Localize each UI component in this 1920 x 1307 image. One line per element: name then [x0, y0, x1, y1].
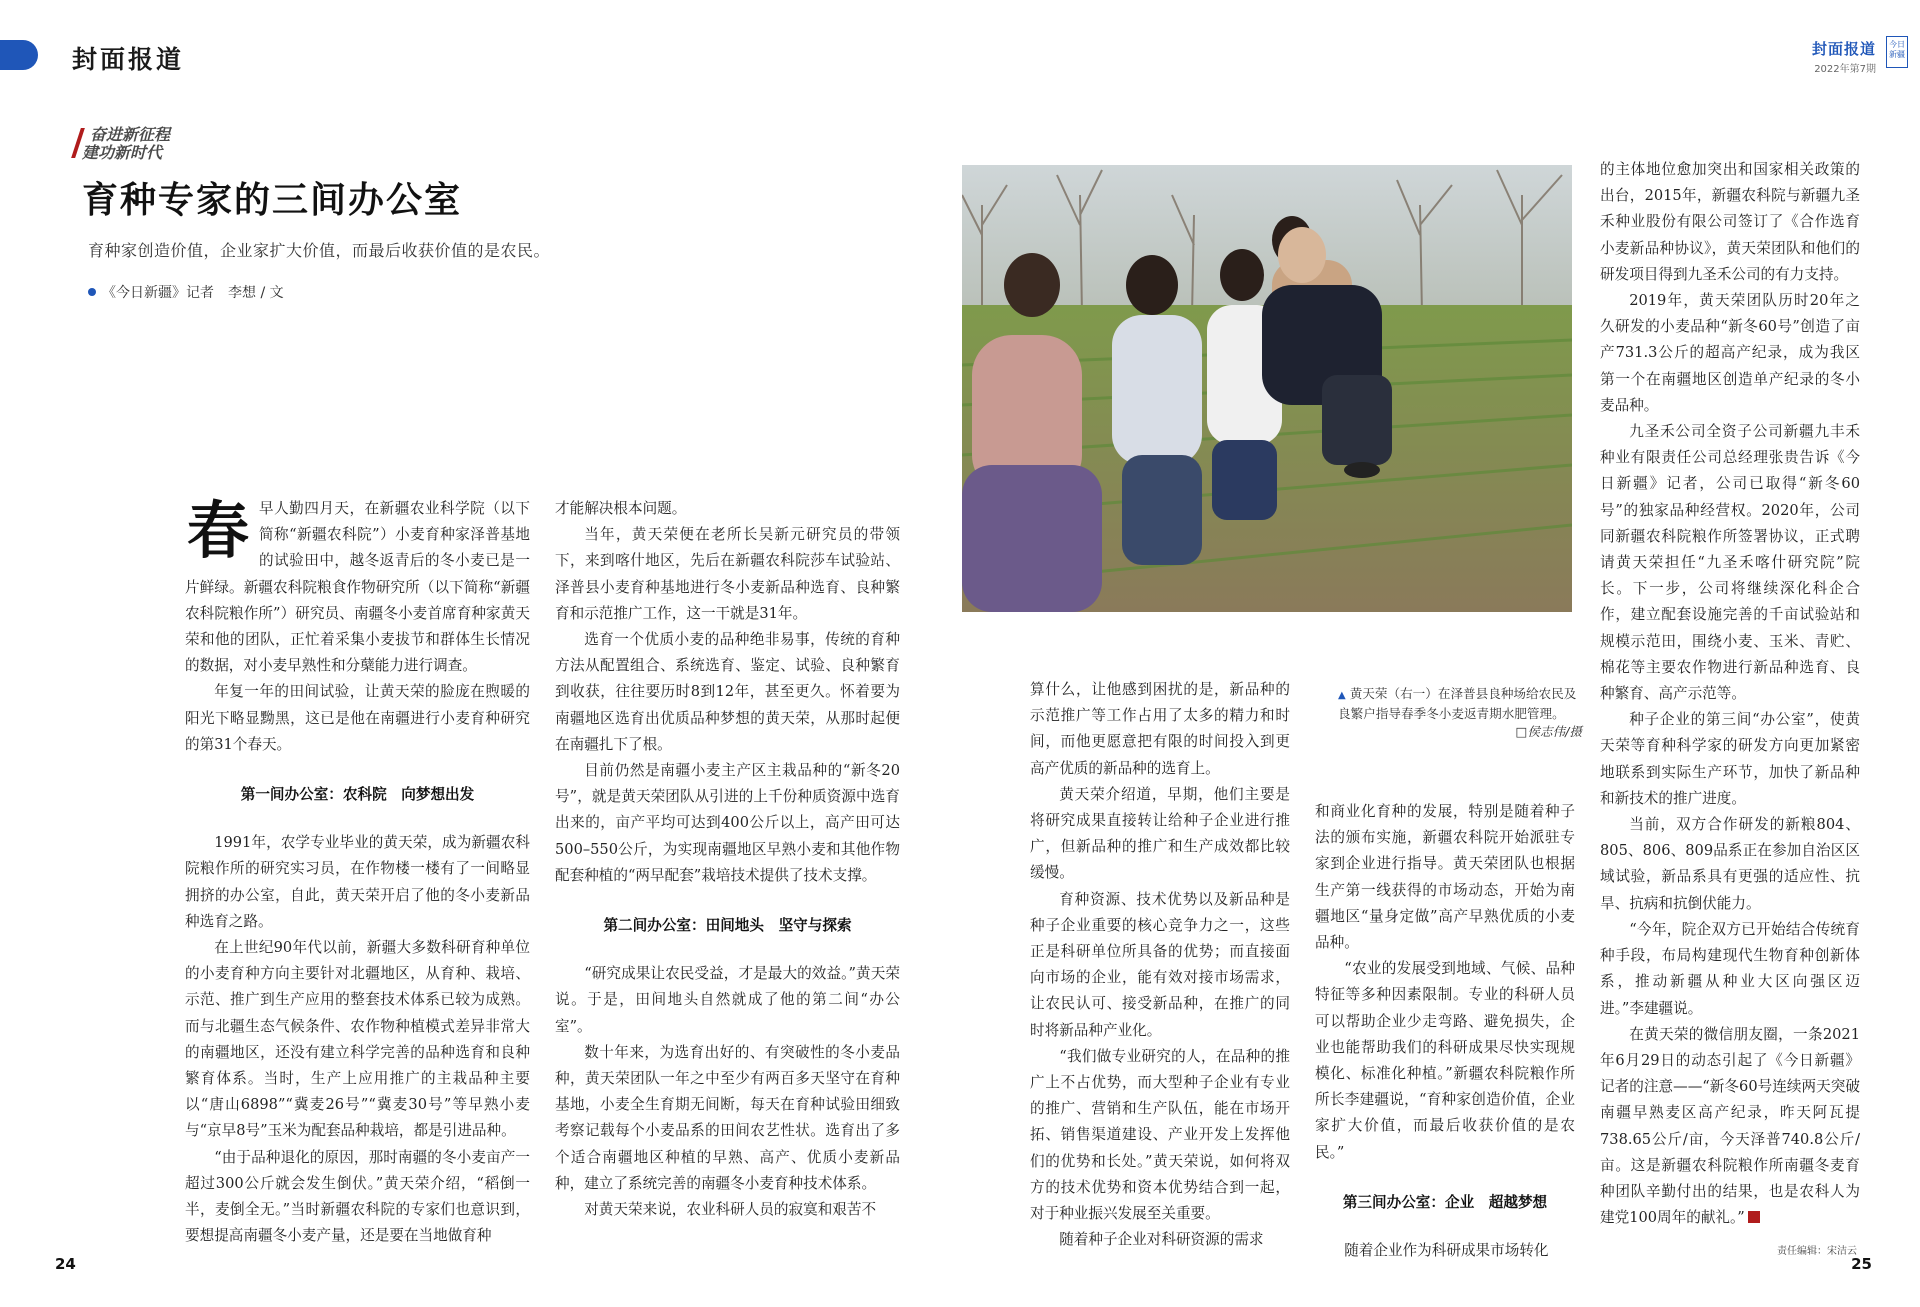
text-column-1 — [185, 496, 530, 1249]
subheading-3: 第三间办公室：企业 超越梦想 — [1342, 1193, 1548, 1211]
subheading-2: 第二间办公室：田间地头 坚守与探索 — [603, 917, 852, 935]
issue-label: 2022年第7期 — [1814, 64, 1876, 75]
paragraph: 在上世纪90年代以前，新疆大多数科研育种单位的小麦育种方向主要针对北疆地区，从育种、栽培、示范、推广到生产应用的整套技术体系已较为成熟。而与北疆生态气候条件、农作物种植模式差异非常大的南疆地区，还没有建立科学完善的品种选育和良种繁育体系。当时，生产上应用推广的主栽品种主要以“唐山6898”“冀麦26号”“冀麦30号”等早熟小麦与“京早8号”玉米为配套品种栽培，都是引进品种。 — [185, 939, 530, 1140]
slogan-line-2: 建功新时代 — [82, 143, 163, 162]
slogan-line-1: 奋进新征程 — [90, 125, 171, 144]
paragraph: 目前仍然是南疆小麦主产区主栽品种的“新冬20号”，就是黄天荣团队从引进的上千份种质资源中选育出来的，亩产平均可达到400公斤以上，高产田可达500–550公斤，为实现南疆地区早熟小麦和其他作物配套种植的“两早配套”栽培技术提供了技术支撑。 — [555, 762, 900, 884]
end-mark-icon — [1748, 1211, 1760, 1223]
paragraph: 的主体地位愈加突出和国家相关政策的出台，2015年，新疆农科院与新疆九圣禾种业股份有限公司签订了《合作选育小麦新品种协议》，黄天荣团队和他们的研发项目得到九圣禾公司的有力支持。 — [1600, 161, 1860, 283]
byline — [88, 282, 284, 302]
paragraph: 种子企业的第三间“办公室”，使黄天荣等育种科学家的研发方向更加紧密地联系到实际生产环节，加快了新品种和新技术的推广进度。 — [1600, 711, 1860, 807]
page-number-right: 25 — [1851, 1255, 1872, 1273]
text-column-3 — [1030, 677, 1290, 1253]
field-photo-illustration — [962, 165, 1572, 612]
paragraph: 九圣禾公司全资子公司新疆九丰禾种业有限责任公司总经理张贵告诉《今日新疆》记者，公司已取得“新冬60号”的独家品种经营权。2020年，公司同新疆农科院粮作所签署协议，正式聘请黄天荣担任“九圣禾喀什研究院”院长。下一步，公司将继续深化科企合作，建立配套设施完善的千亩试验站和规模示范田，围绕小麦、玉米、青贮、棉花等主要农作物进行新品种选育、良种繁育、高产示范等。 — [1600, 423, 1860, 703]
paragraph: 年复一年的田间试验，让黄天荣的脸庞在煦暖的阳光下略显黝黑，这已是他在南疆进行小麦育种研究的第31个春天。 — [185, 683, 530, 753]
paragraph: 才能解决根本问题。 — [555, 500, 687, 517]
paragraph: 算什么，让他感到困扰的是，新品种的示范推广等工作占用了太多的精力和时间，而他更愿意把有限的时间投入到更高产优质的新品种的选育上。 — [1030, 681, 1290, 777]
paragraph: 当年，黄天荣便在老所长吴新元研究员的带领下，来到喀什地区，先后在新疆农科院莎车试验站、泽普县小麦育种基地进行冬小麦新品种选育、良种繁育和示范推广工作，这一干就是31年。 — [555, 526, 900, 622]
slogan-banner — [82, 126, 170, 162]
paragraph: “我们做专业研究的人，在品种的推广上不占优势，而大型种子企业有专业的推广、营销和生产队伍，能在市场开拓、销售渠道建设、产业开发上发挥他们的优势和长处。”黄天荣说，如何将双方的技术优势和资本优势结合到一起，对于种业振兴发展至关重要。 — [1030, 1047, 1290, 1223]
paragraph — [185, 496, 530, 679]
article-photo — [962, 165, 1572, 612]
running-header-right — [1812, 38, 1876, 75]
paragraph: 当前，双方合作研发的新粮804、805、806、809品系正在参加自治区区域试验，新品系具有更强的适应性、抗旱、抗病和抗倒伏能力。 — [1600, 816, 1860, 912]
article-title: 育种专家的三间办公室 — [82, 180, 463, 221]
subheading-1: 第一间办公室：农科院 向梦想出发 — [240, 786, 475, 804]
paragraph: 黄天荣介绍道，早期，他们主要是将研究成果直接转让给种子企业进行推广，但新品种的推广和生产成效都比较缓慢。 — [1030, 785, 1290, 882]
paragraph: 和商业化育种的发展，特别是随着种子法的颁布实施，新疆农科院开始派驻专家到企业进行指导。黄天荣团队也根据生产第一线获得的市场动态，开始为南疆地区“量身定做”高产早熟优质的小麦品种。 — [1315, 803, 1575, 952]
byline-text: 《今日新疆》记者 李想 / 文 — [102, 285, 284, 301]
section-title-left: 封面报道 — [72, 45, 185, 74]
photo-credit: □侯志伟/摄 — [1515, 724, 1582, 739]
text-column-2 — [555, 496, 900, 1223]
article-lead: 育种家创造价值，企业家扩大价值，而最后收获价值的是农民。 — [88, 241, 551, 260]
paragraph: 随着种子企业对科研资源的需求 — [1059, 1231, 1264, 1249]
paragraph: 随着企业作为科研成果市场转化 — [1344, 1242, 1549, 1260]
caption-triangle-icon: ▲ — [1338, 690, 1346, 701]
responsible-editor: 责任编辑：宋洁云 — [1777, 1246, 1857, 1257]
paragraph — [1600, 1022, 1860, 1232]
section-tab-marker — [0, 40, 38, 70]
page-number-left: 24 — [55, 1255, 76, 1273]
paragraph: 1991年，农学专业毕业的黄天荣，成为新疆农科院粮作所的研究实习员，在作物楼一楼有了一间略显拥挤的办公室，自此，黄天荣开启了他的冬小麦新品种选育之路。 — [185, 834, 530, 930]
paragraph: “研究成果让农民受益，才是最大的效益。”黄天荣说。于是，田间地头自然就成了他的第二间“办公室”。 — [555, 965, 900, 1035]
paragraph: 育种资源、技术优势以及新品种是种子企业重要的核心竞争力之一，这些正是科研单位所具备的优势；而直接面向市场的企业，能有效对接市场需求，让农民认可、接受新品种，在推广的同时将新品种产业化。 — [1030, 890, 1290, 1039]
text-column-4 — [1315, 799, 1575, 1264]
photo-caption — [1338, 685, 1582, 741]
paragraph: “农业的发展受到地域、气候、品种特征等多种因素限制。专业的科研人员可以帮助企业少走弯路、避免损失，企业也能帮助我们的科研成果尽快实现规模化、标准化种植。”新疆农科院粮作所所长李建疆说，“育种家创造价值，企业家扩大价值，而最后收获价值的是农民。” — [1315, 960, 1575, 1161]
byline-bullet-icon — [88, 288, 96, 296]
section-title-right: 封面报道 — [1811, 40, 1876, 58]
paragraph: “由于品种退化的原因，那时南疆的冬小麦亩产一超过300公斤就会发生倒伏。”黄天荣介绍，“稻倒一半，麦倒全无。”当时新疆农科院的专家们也意识到，要想提高南疆冬小麦产量，还是要在当地做育种 — [185, 1148, 530, 1245]
caption-text: 黄天荣（右一）在泽普县良种场给农民及良繁户指导春季冬小麦返青期水肥管理。 — [1338, 686, 1577, 721]
paragraph-text: 早人勤四月天，在新疆农业科学院（以下简称“新疆农科院”）小麦育种家泽普基地的试验田中，越冬返青后的冬小麦已是一片鲜绿。新疆农科院粮食作物研究所（以下简称“新疆农科院粮作所”）研究员、南疆冬小麦首席育种家黄天荣和他的团队，正忙着采集小麦拔节和群体生长情况的数据，对小麦早熟性和分蘖能力进行调查。 — [185, 500, 530, 675]
text-column-5 — [1600, 157, 1860, 1231]
drop-cap: 春 — [186, 494, 249, 567]
paragraph: 选育一个优质小麦的品种绝非易事，传统的育种方法从配置组合、系统选育、鉴定、试验、良种繁育到收获，往往要历时8到12年，甚至更久。怀着要为南疆地区选育出优质品种梦想的黄天荣，从那时起便在南疆扎下了根。 — [555, 631, 900, 753]
paragraph: “今年，院企双方已开始结合传统育种手段，布局构建现代生物育种创新体系，推动新疆从种业大区向强区迈进。”李建疆说。 — [1600, 920, 1860, 1017]
paragraph-text: 在黄天荣的微信朋友圈，一条2021年6月29日的动态引起了《今日新疆》记者的注意——“新冬60号连续两天突破南疆早熟麦区高产纪录，昨天阿瓦提738.65公斤/亩，今天泽普740.8公斤/亩。这是新疆农科院粮作所南疆冬麦育种团队辛勤付出的结果，也是农科人为建党100周年的献礼。” — [1600, 1025, 1860, 1227]
paragraph: 数十年来，为选育出好的、有突破性的冬小麦品种，黄天荣团队一年之中至少有两百多天坚守在育种基地，小麦全生育期无间断，每天在育种试验田细致考察记载每个小麦品系的田间农艺性状。选育出了多个适合南疆地区种植的早熟、高产、优质小麦新品种，建立了系统完善的南疆冬小麦育种技术体系。 — [555, 1043, 900, 1192]
magazine-logo: 今日新疆 — [1886, 36, 1908, 68]
paragraph: 2019年，黄天荣团队历时20年之久研发的小麦品种“新冬60号”创造了亩产731.3公斤的超高产纪录，成为我区第一个在南疆地区创造单产纪录的冬小麦品种。 — [1600, 292, 1860, 414]
paragraph: 对黄天荣来说，农业科研人员的寂寞和艰苦不 — [584, 1201, 877, 1219]
